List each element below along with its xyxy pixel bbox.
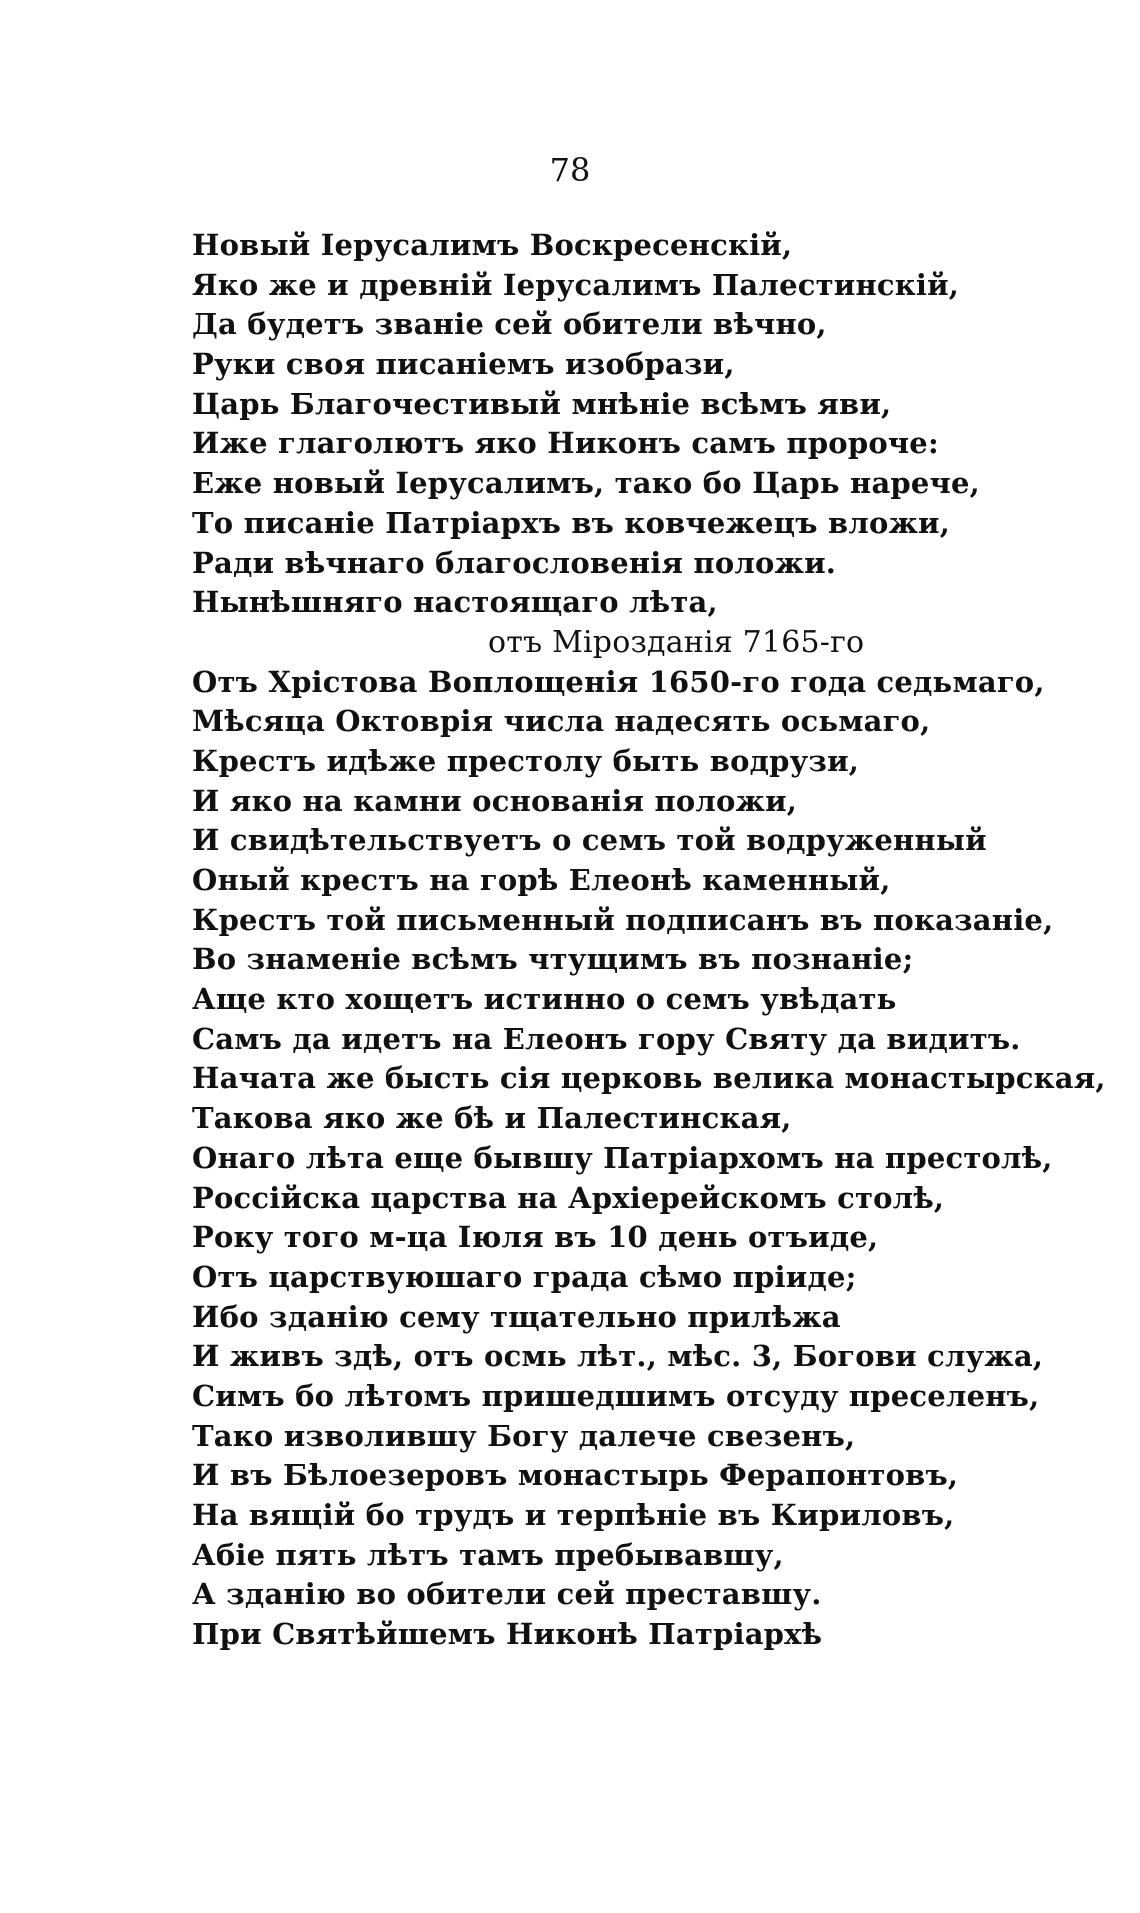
verse-line: Крестъ той письменный подписанъ въ показаніе, [192, 902, 1054, 937]
verse-line: Аще кто хощетъ истинно о семъ увѣдать [192, 982, 897, 1017]
verse-line: Начата же бысть сія церковь велика монастырская, [192, 1061, 1106, 1096]
verse-line: Такова яко же бѣ и Палестинская, [192, 1101, 792, 1136]
verse-line: Во знаменіе всѣмъ чтущимъ въ познаніе; [192, 942, 914, 977]
verse-line: Оный крестъ на горѣ Елеонѣ каменный, [192, 863, 891, 897]
verse-line: То писаніе Патріархъ въ ковчежецъ вложи, [192, 505, 951, 540]
verse-line: Року того м-ца Іюля въ 10 день отъиде, [192, 1220, 879, 1255]
verse-line: Отъ царствуюшаго града сѣмо пріиде; [192, 1259, 857, 1294]
verse-line: Симъ бо лѣтомъ пришедшимъ отсуду преселенъ, [192, 1378, 1040, 1413]
verse-line: Нынѣшняго настоящаго лѣта, [192, 585, 718, 620]
verse-line: Онаго лѣта еще бывшу Патріархомъ на престолѣ, [192, 1140, 1053, 1175]
verse-line: При Святѣйшемъ Никонѣ Патріархѣ [192, 1617, 823, 1652]
verse-line: Крестъ идѣже престолу быть водрузи, [192, 743, 860, 778]
verse-line: Россійска царства на Архіерейскомъ столѣ, [192, 1180, 945, 1215]
verse-line: Отъ Хрістова Воплощенія 1650-го года седьмаго, [192, 664, 1045, 699]
verse-line: Самъ да идетъ на Елеонъ гору Святу да видитъ. [192, 1021, 1021, 1056]
verse-line: И въ Бѣлоезеровъ монастырь Ферапонтовъ, [192, 1458, 959, 1493]
verse-line: А зданію во обители сей преставшу. [192, 1577, 822, 1612]
verse-line: И живъ здѣ, отъ осмь лѣт., мѣс. 3, Богови служа, [192, 1339, 1044, 1374]
verse-line: И свидѣтельствуетъ о семъ той водруженный [192, 823, 987, 858]
verse-line: Ради вѣчнаго благословенія положи. [192, 545, 837, 580]
verse-line: Иже глаголютъ яко Никонъ самъ пророче: [192, 426, 939, 461]
verse-line: Мѣсяца Октоврія числа надесять осьмаго, [192, 704, 931, 739]
verse-line: Абіе пять лѣтъ тамъ пребывавшу, [192, 1537, 784, 1572]
verse-line: Да будетъ званіе сей обители вѣчно, [192, 307, 827, 342]
page-number: 78 [549, 151, 591, 189]
verse-line: Яко же и древній Іерусалимъ Палестинскій, [192, 267, 960, 302]
verse-line: Тако изволившу Богу далече свезенъ, [192, 1418, 856, 1453]
verse-line: Еже новый Іерусалимъ, тако бо Царь нарече, [192, 466, 980, 501]
verse-line: Царь Благочестивый мнѣніе всѣмъ яви, [192, 386, 892, 421]
verse-line: На вящій бо трудъ и терпѣніе въ Кириловъ, [192, 1498, 955, 1532]
verse-line: И яко на камни основанія положи, [192, 783, 798, 818]
verse-line: Новый Іерусалимъ Воскресенскій, [192, 228, 793, 262]
verse-line: Ибо зданію сему тщательно прилѣжа [192, 1299, 841, 1334]
verse-line: Руки своя писаніемъ изобрази, [192, 347, 735, 382]
verse-text [192, 226, 1106, 1655]
verse-line-indented: отъ Мірозданія 7165-го [488, 624, 865, 660]
